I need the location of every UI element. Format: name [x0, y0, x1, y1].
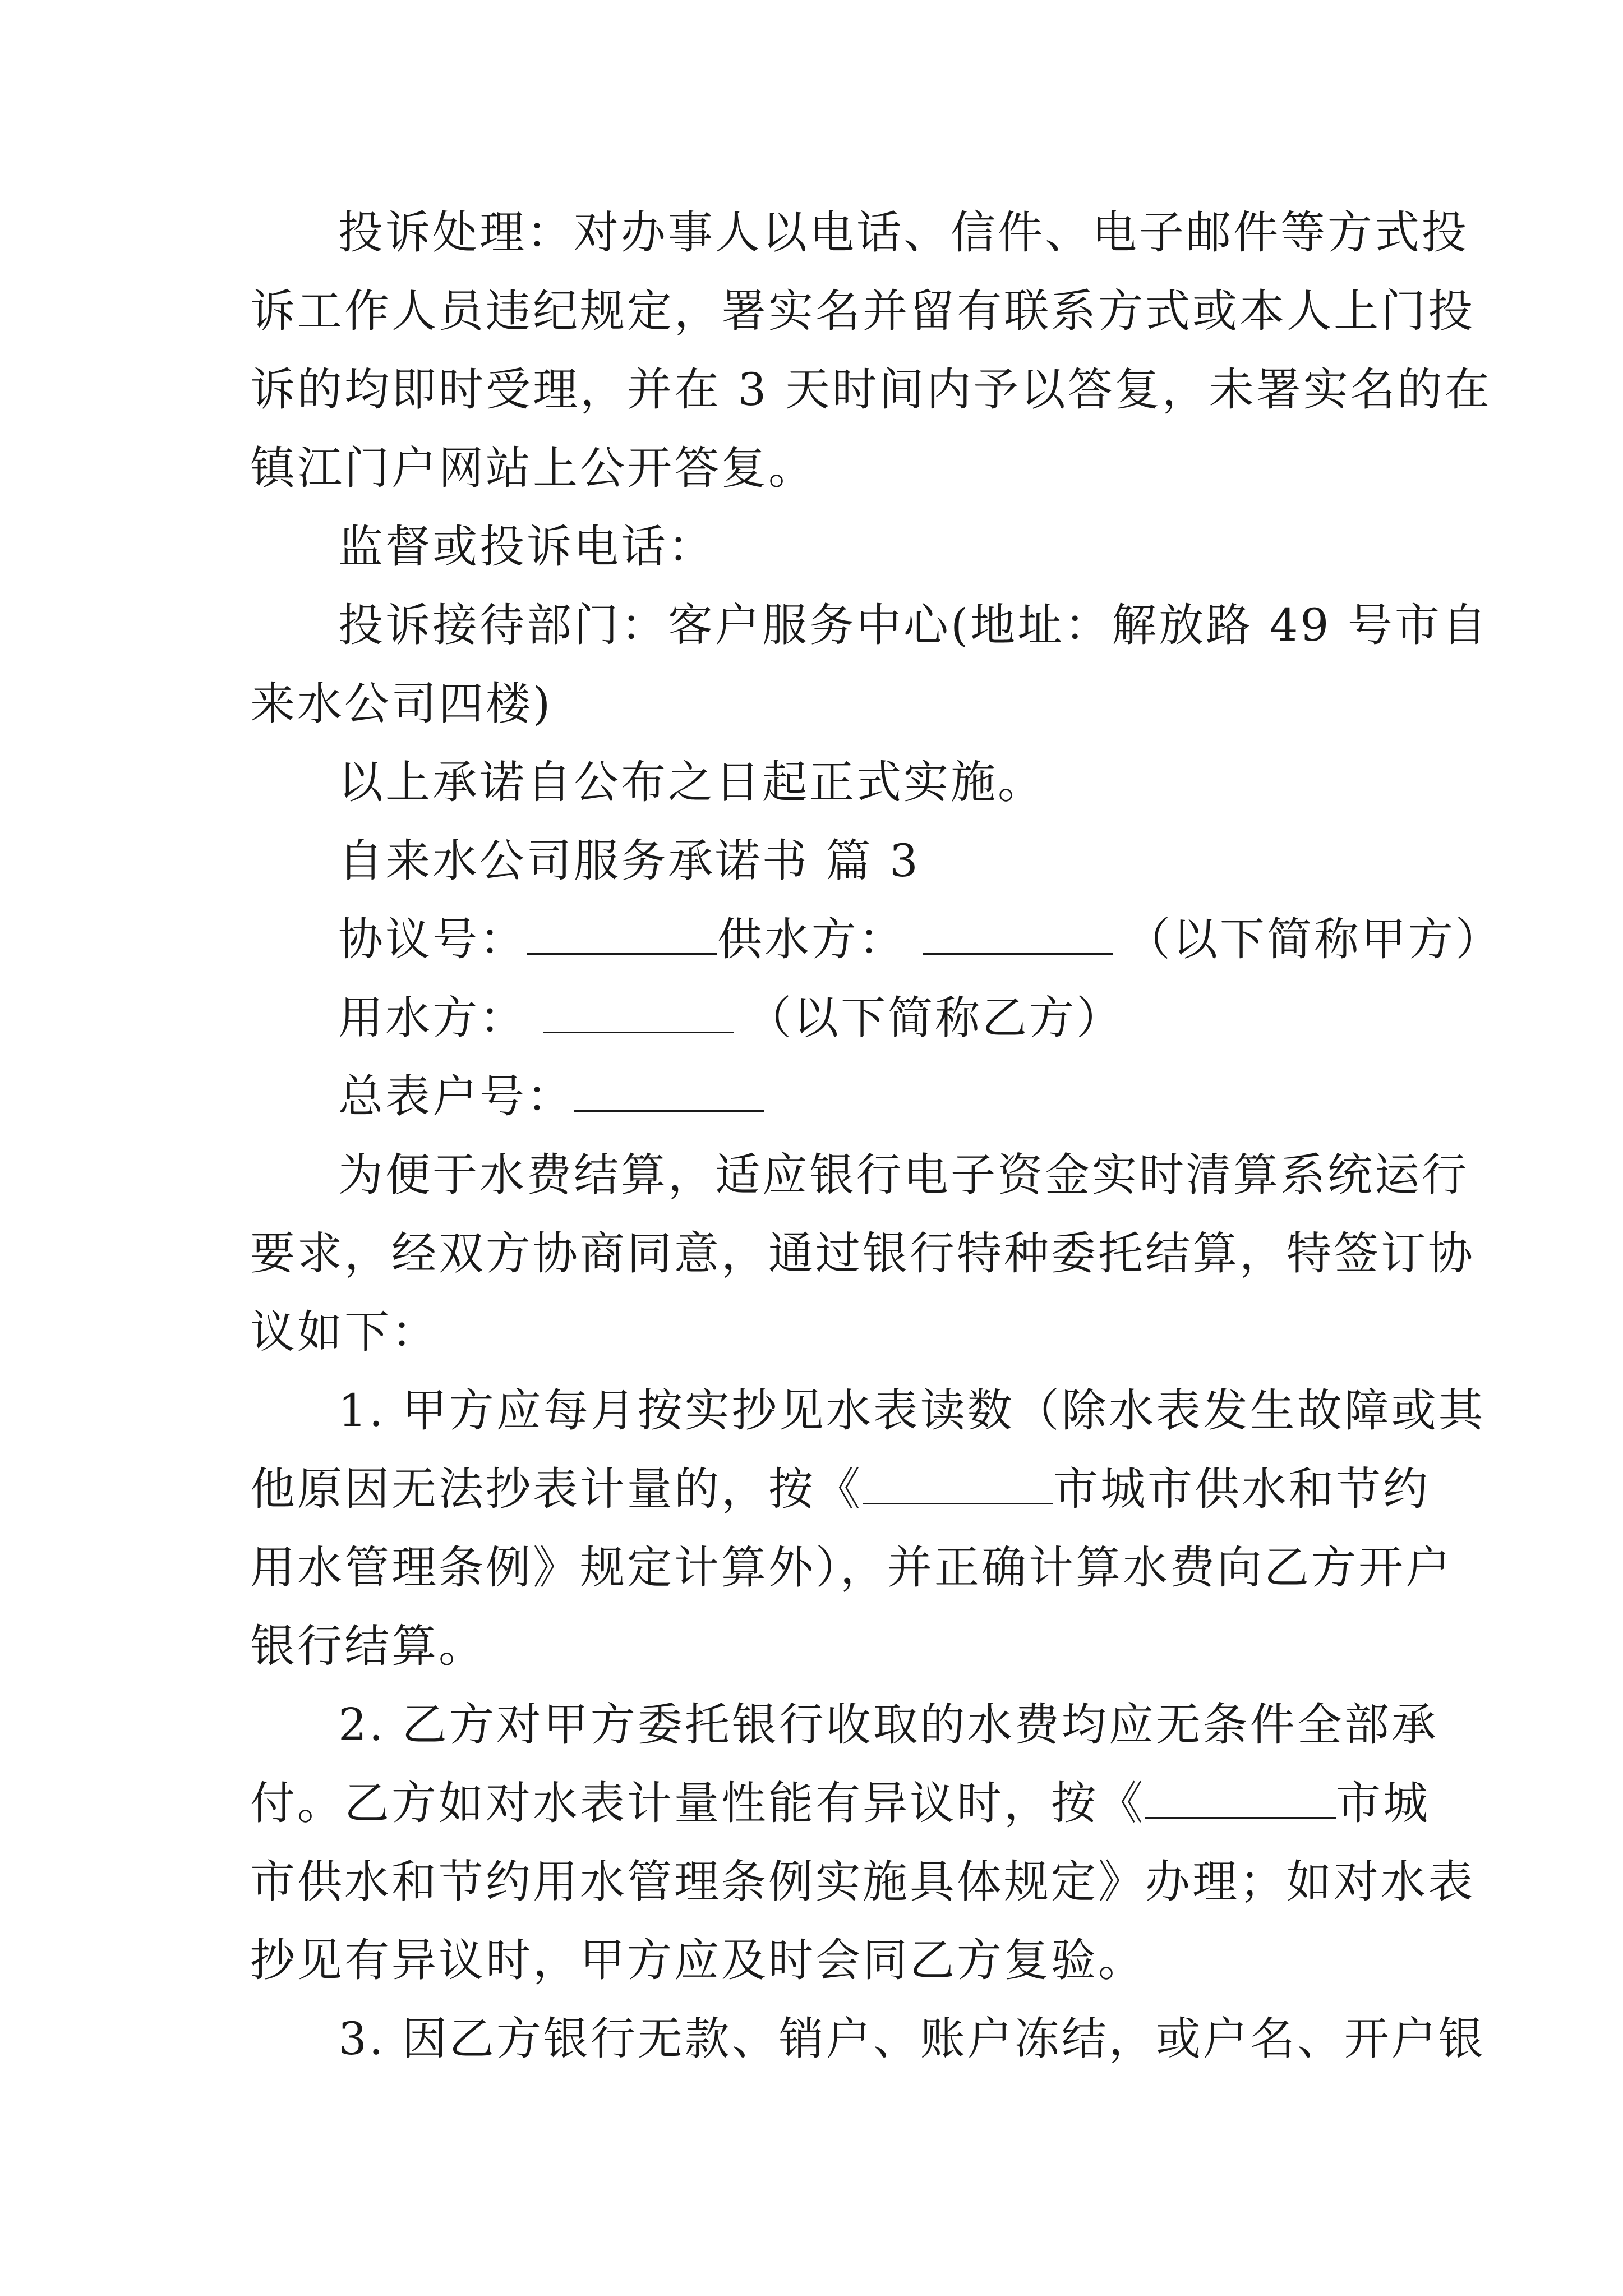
- paragraph-line: 3. 因乙方银行无款、销户、账户冻结，或户名、开户银: [338, 2013, 1486, 2065]
- supplier-label: 供水方：: [717, 913, 906, 965]
- blank-field: [543, 992, 734, 1033]
- paragraph-line: 来水公司四楼): [250, 678, 553, 730]
- paragraph-line: 诉工作人员违纪规定，署实名并留有联系方式或本人上门投: [250, 285, 1475, 337]
- paragraph-line: 投诉接待部门：客户服务中心(地址：解放路 49 号市自: [338, 599, 1489, 651]
- user-line: [338, 990, 1471, 1046]
- paragraph-line: 议如下：: [250, 1306, 439, 1358]
- paragraph-line: 市供水和节约用水管理条例实施具体规定》办理；如对水表: [250, 1856, 1475, 1908]
- paragraph-line: 为便于水费结算，适应银行电子资金实时清算系统运行: [338, 1149, 1469, 1201]
- blank-field: [923, 914, 1113, 955]
- meter-account-line: [338, 1069, 1471, 1125]
- paragraph-line: 2. 乙方对甲方委托银行收取的水费均应无条件全部承: [338, 1699, 1438, 1751]
- party-a-note: （以下简称甲方）: [1126, 913, 1502, 965]
- paragraph-line: 诉的均即时受理，并在 3 天时间内予以答复，未署实名的在: [250, 364, 1492, 416]
- agreement-line: [338, 912, 1502, 968]
- blank-field: [863, 1464, 1053, 1504]
- paragraph-line: 以上承诺自公布之日起正式实施。: [338, 756, 1045, 808]
- agreement-no-label: 协议号：: [338, 913, 527, 965]
- paragraph-line: 投诉处理：对办事人以电话、信件、电子邮件等方式投: [338, 206, 1469, 259]
- paragraph-line: 镇江门户网站上公开答复。: [250, 442, 815, 494]
- paragraph-line: 要求，经双方协商同意，通过银行特种委托结算，特签订协: [250, 1227, 1475, 1280]
- paragraph-line: 抄见有异议时，甲方应及时会同乙方复验。: [250, 1934, 1145, 1986]
- blank-field: [574, 1071, 764, 1112]
- paragraph-line: 付。乙方如对水表计量性能有异议时，按《 市城: [250, 1777, 1430, 1829]
- user-label: 用水方：: [338, 992, 527, 1044]
- paragraph-line: 监督或投诉电话：: [338, 521, 715, 573]
- paragraph-line: 用水管理条例》规定计算外），并正确计算水费向乙方开户: [250, 1542, 1453, 1594]
- blank-field: [527, 914, 717, 955]
- section-heading: 自来水公司服务承诺书 篇 3: [338, 835, 920, 887]
- paragraph-line: 1. 甲方应每月按实抄见水表读数（除水表发生故障或其: [338, 1384, 1486, 1437]
- paragraph-line: 银行结算。: [250, 1620, 486, 1672]
- paragraph-line: 他原因无法抄表计量的，按《 市城市供水和节约: [250, 1463, 1430, 1515]
- blank-field: [1145, 1778, 1336, 1819]
- party-b-note: （以下简称乙方）: [746, 992, 1123, 1044]
- meter-account-label: 总表户号：: [338, 1070, 574, 1122]
